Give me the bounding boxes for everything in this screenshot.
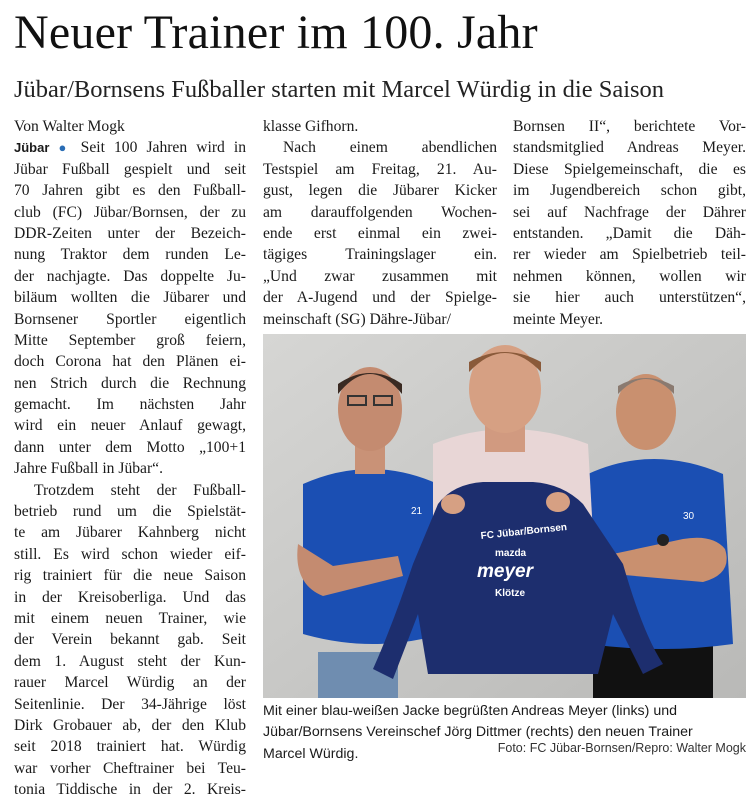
article-line: Testspiel am Freitag, 21. Au- [263,160,497,178]
article-line: club (FC) Jübar/Bornsen, der zu [14,203,246,221]
article-line: nen Strich durch die Rechnung [14,374,246,392]
article-line: biläum wollten die Jübarer und [14,289,246,307]
article-line: wird ein neuer Anlauf gewagt, [14,417,246,435]
caption-line: Mit einer blau-weißen Jacke begrüßten Andreas Meyer (links) und [263,703,677,719]
article-line: still. Es wird schon wieder eif- [14,545,246,563]
article-line: mit einem neuen Trainer, wie [14,609,246,627]
article-line: am darauffolgenden Wochen- [263,203,497,221]
article-line: te am Jübarer Kahnberg nicht [14,524,246,542]
article-line: Mitte September groß feiern, [14,331,246,349]
article-line: „Und zwar zusammen mit [263,267,497,285]
article-line: sie hier auch unterstützen“, [513,289,746,307]
article-line: klasse Gifhorn. [263,118,359,135]
shirt-number-left: 21 [411,506,423,517]
article-line: doch Corona hat den Plänen ei- [14,353,246,371]
subheadline: Jübar/Bornsens Fußballer starten mit Marcel Würdig in die Saison [14,76,665,103]
article-line: Seit 100 Jahren wird in [80,139,247,157]
article-line: rauer Marcel Würdig an der [14,674,246,692]
article-line: Bornsener Sportler eigentlich [14,310,246,328]
article-line: im Jugendbereich schon gibt, [513,182,746,200]
article-line: Seitenlinie. Der 34-Jährige löst [14,695,246,713]
article-line: Trotzdem steht der Fußball- [34,481,246,499]
article-line: entstanden. „Damit die Däh- [513,224,746,242]
article-line: ende erst einmal ein zwei- [263,224,497,242]
team-photo-illustration [263,334,746,698]
photo-caption [263,702,746,766]
article-line: rer wieder am Spielbetrieb teil- [513,246,746,264]
article-line: nehmen können, wollen wir [513,267,746,285]
article-line: sei auf Nachfrage der Dährer [513,203,746,221]
column-2-body [263,116,497,330]
article-line: in der Kreisoberliga. Und das [14,588,246,606]
jacket-club-text: FC Jübar/Bornsen [480,521,568,542]
article-line: der nachjagte. Das doppelte Ju- [14,267,246,285]
article-column-2 [263,116,497,330]
article-column-3 [513,116,746,330]
team-photo [263,334,746,698]
article-line: nung Traktor dem runden Le- [14,246,246,264]
jacket-town-text: Klötze [495,588,525,599]
article-line: rig trainiert für die neue Saison [14,567,246,585]
article-line: gust, legen die Jübarer Kicker [263,182,497,200]
article-line: der Verein bekannt gab. Seit [14,631,246,649]
article-line: meinschaft (SG) Dähre-Jübar/ [263,310,451,328]
article-line: der A-Jugend und der Spielge- [263,289,497,307]
caption-line: Marcel Würdig. [263,745,359,762]
article-line: dann unter dem Motto „100+1 [14,438,246,456]
article-line: Diese Spielgemeinschaft, die es [513,160,746,178]
article-line: gemacht. Im nächsten Jahr [14,396,246,414]
article-line: dem 1. August steht der Kun- [14,652,246,670]
article-line: betrieb rund um die Spielstät- [14,503,246,521]
dateline-dot-icon: ● [58,140,72,156]
article-line: tonia Tiddische in der 2. Kreis- [14,781,246,799]
article-line: Bornsen II“, berichtete Vor- [513,118,746,135]
article-line: Jübar Fußball gespielt und seit [14,160,246,178]
article-line: standsmitglied Andreas Meyer. [513,139,746,157]
shirt-number-right: 30 [683,511,695,522]
caption-line: Jübar/Bornsens Vereinschef Jörg Dittmer (rechts) den neuen Trainer [263,724,693,741]
article-line: meinte Meyer. [513,310,604,328]
first-line [14,137,246,158]
jacket-sponsor-mazda: mazda [495,548,527,559]
article-line: DDR-Zeiten unter der Bezeich- [14,224,246,242]
column-3-body [513,116,746,330]
photo-credit: Foto: FC Jübar-Bornsen/Repro: Walter Mogk [497,741,746,755]
dateline: Jübar [14,140,50,156]
article-line: Dirk Grobauer ab, der den Klub [14,716,246,734]
headline: Neuer Trainer im 100. Jahr [14,6,538,59]
byline: Von Walter Mogk [14,118,125,135]
article-line: tägiges Trainingslager ein. [263,246,497,264]
column-1-body [14,159,246,801]
jacket-sponsor-meyer: meyer [477,561,533,582]
article-line: Nach einem abendlichen [283,139,497,157]
article-line: seit 2018 trainiert hat. Würdig [14,738,246,756]
article-line: 70 Jahren gibt es den Fußball- [14,182,246,200]
article-column-1 [14,116,246,801]
article-line: war vorher Cheftrainer bei Teu- [14,759,246,777]
article-line: Jahre Fußball in Jübar“. [14,460,163,478]
